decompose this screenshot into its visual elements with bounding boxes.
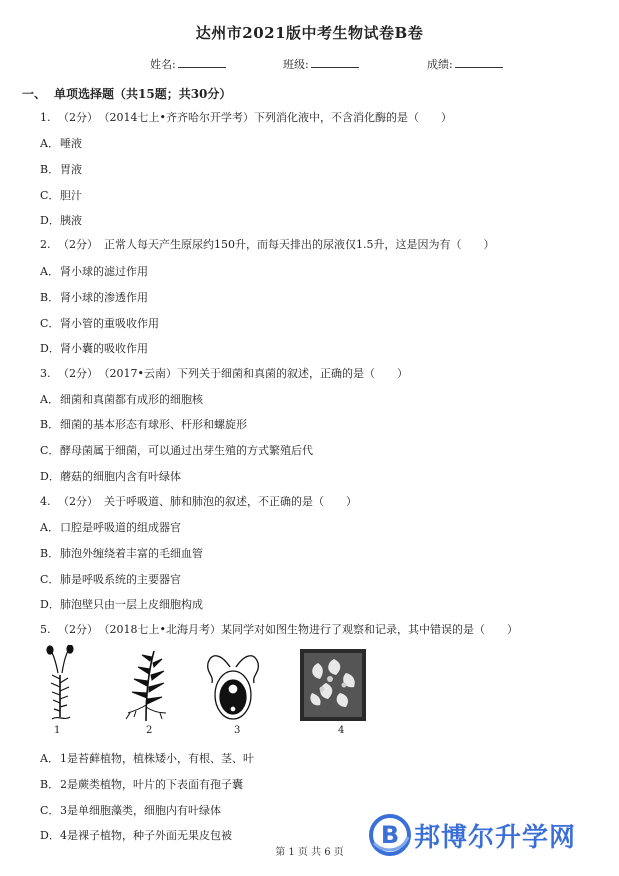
option-letter: B． bbox=[40, 778, 60, 791]
figure-label: 3 bbox=[234, 725, 241, 736]
score-blank[interactable] bbox=[455, 58, 503, 68]
section-text: 单项选择题（共15题；共30分） bbox=[54, 87, 232, 101]
option-4d[interactable] bbox=[40, 596, 203, 612]
question-2 bbox=[40, 236, 495, 252]
option-letter: A． bbox=[40, 521, 59, 534]
option-2d[interactable] bbox=[40, 340, 148, 356]
option-5c[interactable] bbox=[40, 802, 221, 818]
option-5d[interactable] bbox=[40, 827, 232, 843]
option-text: 胰液 bbox=[60, 214, 82, 227]
question-text: 正常人每天产生原尿约150升，而每天排出的尿液仅1.5升，这是因为有（ ） bbox=[104, 238, 495, 251]
option-text: 口腔是呼吸道的组成器官 bbox=[60, 521, 181, 534]
option-text: 2是蕨类植物，叶片的下表面有孢子囊 bbox=[60, 778, 243, 791]
option-text: 4是裸子植物，种子外面无果皮包被 bbox=[60, 829, 232, 842]
logo-b-icon bbox=[368, 813, 412, 857]
option-3c[interactable] bbox=[40, 442, 313, 458]
option-letter: D． bbox=[40, 470, 60, 483]
option-letter: B． bbox=[40, 418, 60, 431]
question-text: （2017•云南）下列关于细菌和真菌的叙述，正确的是（ ） bbox=[104, 367, 408, 380]
question-points: （2分） bbox=[58, 111, 98, 124]
option-letter: C． bbox=[40, 573, 60, 586]
class-field[interactable] bbox=[283, 56, 359, 72]
name-blank[interactable] bbox=[178, 58, 226, 68]
section-heading bbox=[22, 85, 231, 102]
algae-cell-image bbox=[202, 645, 264, 725]
question-points: （2分） bbox=[58, 367, 98, 380]
option-text: 唾液 bbox=[60, 137, 82, 150]
figure-label: 2 bbox=[146, 725, 153, 736]
question-number: 3. bbox=[40, 367, 51, 380]
question-points: （2分） bbox=[58, 623, 98, 636]
option-letter: A． bbox=[40, 393, 59, 406]
option-text: 肾小球的渗透作用 bbox=[60, 291, 148, 304]
page-footer: 第 1 页 共 6 页 bbox=[275, 847, 344, 858]
score-field[interactable] bbox=[427, 56, 503, 72]
option-text: 肺是呼吸系统的主要器官 bbox=[60, 573, 181, 586]
question-points: （2分） bbox=[58, 238, 98, 251]
option-1c[interactable] bbox=[40, 187, 82, 203]
option-text: 细菌和真菌都有成形的细胞核 bbox=[60, 393, 203, 406]
question-5 bbox=[40, 621, 518, 637]
option-text: 肾小囊的吸收作用 bbox=[60, 342, 148, 355]
option-4c[interactable] bbox=[40, 571, 181, 587]
option-3a[interactable] bbox=[40, 391, 203, 407]
question-text: 关于呼吸道、肺和肺泡的叙述，不正确的是（ ） bbox=[104, 495, 357, 508]
option-letter: D． bbox=[40, 342, 60, 355]
question-number: 1. bbox=[40, 111, 51, 124]
fern-plant-image bbox=[116, 647, 178, 723]
question-points: （2分） bbox=[58, 495, 98, 508]
name-label: 姓名: bbox=[150, 58, 176, 71]
option-letter: B． bbox=[40, 291, 60, 304]
option-2b[interactable] bbox=[40, 289, 148, 305]
option-text: 酵母菌属于细菌，可以通过出芽生殖的方式繁殖后代 bbox=[60, 444, 313, 457]
option-text: 3是单细胞藻类，细胞内有叶绿体 bbox=[60, 804, 221, 817]
figure-label: 4 bbox=[338, 725, 345, 736]
site-logo bbox=[368, 813, 608, 859]
question-number: 2. bbox=[40, 238, 51, 251]
option-text: 细菌的基本形态有球形、杆形和螺旋形 bbox=[60, 418, 247, 431]
section-number: 一、 bbox=[22, 87, 47, 101]
score-label: 成绩: bbox=[427, 58, 453, 71]
option-5b[interactable] bbox=[40, 776, 243, 792]
option-letter: C． bbox=[40, 804, 60, 817]
option-letter: C． bbox=[40, 444, 60, 457]
figure-label: 1 bbox=[54, 725, 61, 736]
option-letter: D． bbox=[40, 829, 60, 842]
moss-plant-image bbox=[38, 645, 82, 723]
logo-text: 邦博尔升学网 bbox=[414, 823, 577, 853]
class-blank[interactable] bbox=[311, 58, 359, 68]
option-1d[interactable] bbox=[40, 212, 82, 228]
ginkgo-photo-image bbox=[300, 649, 366, 721]
option-text: 胆汁 bbox=[60, 189, 82, 202]
option-3d[interactable] bbox=[40, 468, 181, 484]
option-1b[interactable] bbox=[40, 161, 82, 177]
option-letter: D． bbox=[40, 214, 60, 227]
option-text: 肺泡壁只由一层上皮细胞构成 bbox=[60, 598, 203, 611]
svg-text:B: B bbox=[380, 821, 400, 849]
option-2c[interactable] bbox=[40, 315, 159, 331]
option-letter: A． bbox=[40, 265, 59, 278]
question-1 bbox=[40, 109, 452, 125]
question-5-figures bbox=[38, 645, 368, 735]
option-letter: A． bbox=[40, 137, 59, 150]
option-letter: C． bbox=[40, 189, 60, 202]
name-field[interactable] bbox=[150, 56, 226, 72]
option-3b[interactable] bbox=[40, 416, 247, 432]
question-3 bbox=[40, 365, 408, 381]
question-number: 4. bbox=[40, 495, 51, 508]
option-text: 肺泡外缠绕着丰富的毛细血管 bbox=[60, 547, 203, 560]
class-label: 班级: bbox=[283, 58, 309, 71]
option-4a[interactable] bbox=[40, 519, 181, 535]
option-text: 蘑菇的细胞内含有叶绿体 bbox=[60, 470, 181, 483]
question-text: （2014七上•齐齐哈尔开学考）下列消化液中，不含消化酶的是（ ） bbox=[104, 111, 452, 124]
option-1a[interactable] bbox=[40, 135, 82, 151]
option-2a[interactable] bbox=[40, 263, 148, 279]
option-letter: B． bbox=[40, 547, 60, 560]
question-4 bbox=[40, 493, 357, 509]
option-letter: C． bbox=[40, 317, 60, 330]
option-text: 肾小管的重吸收作用 bbox=[60, 317, 159, 330]
option-letter: D． bbox=[40, 598, 60, 611]
option-4b[interactable] bbox=[40, 545, 203, 561]
option-text: 肾小球的滤过作用 bbox=[60, 265, 148, 278]
question-number: 5. bbox=[40, 623, 51, 636]
option-letter: B． bbox=[40, 163, 60, 176]
page-title: 达州市2021版中考生物试卷B卷 bbox=[195, 24, 424, 42]
option-text: 胃液 bbox=[60, 163, 82, 176]
question-text: （2018七上•北海月考）某同学对如图生物进行了观察和记录，其中错误的是（ ） bbox=[104, 623, 518, 636]
option-letter: A． bbox=[40, 752, 59, 765]
option-text: 1是苔藓植物，植株矮小，有根、茎、叶 bbox=[60, 752, 254, 765]
option-5a[interactable] bbox=[40, 750, 254, 766]
